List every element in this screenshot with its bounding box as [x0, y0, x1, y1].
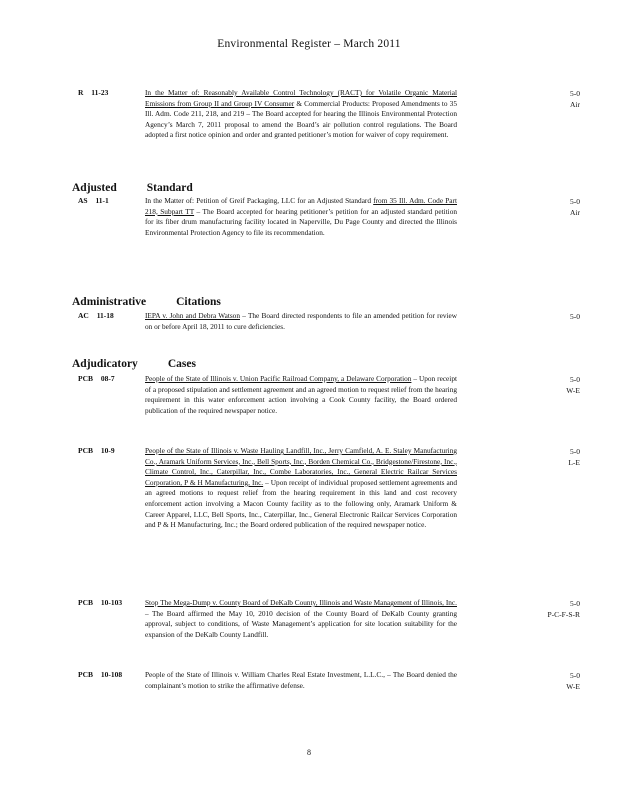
section-title-word: Adjudicatory	[72, 358, 138, 370]
case-title: People of the State of Illinois v. Union Pacific Railroad Company, a Delaware Corporation	[145, 374, 412, 383]
media-code: Air	[570, 208, 580, 217]
media-code: W-E	[566, 386, 580, 395]
vote-count: 5-0	[570, 671, 580, 680]
vote-block	[500, 88, 580, 110]
entry-text	[145, 311, 457, 332]
case-summary: – The Board affirmed the May 10, 2010 decision of the County Board of DeKalb County granting approval, subject to conditions, of Waste Management’s application for site location suitability for the expansion of the DeKalb County Landfill.	[145, 608, 457, 639]
section-title-word: Cases	[167, 358, 196, 370]
case-title: People of the State of Illinois v. Waste Hauling Landfill, Inc., Jerry Camfield, A. E. Staley Manufacturing Co., Aramark Uniform Services, Inc., Bell Sports, Inc., Borden Chemical Co., Bridgestone/Firestone, Inc., Climate Control, Inc., Caterpillar, Inc., Combe Laboratories, Inc., General Electric Railcar Services Corporation, P & H Manufacturing, Inc.	[145, 446, 457, 487]
page-number: 8	[307, 748, 311, 757]
media-code: W-E	[566, 682, 580, 691]
media-code: L-E	[568, 458, 580, 467]
vote-count: 5-0	[570, 312, 580, 321]
media-code: Air	[570, 100, 580, 109]
section-title-word: Standard	[146, 182, 193, 194]
section-administrative-citations	[72, 296, 221, 308]
vote-block	[500, 311, 580, 322]
media-code: P-C-F-S-R	[547, 610, 580, 619]
case-number: PCB 10-103	[78, 598, 123, 607]
case-number: AC 11-18	[78, 311, 114, 320]
case-number: PCB 10-108	[78, 670, 123, 679]
case-number: PCB 08-7	[78, 374, 115, 383]
vote-block	[500, 670, 580, 692]
case-number: AS 11-1	[78, 196, 109, 205]
vote-block	[500, 446, 580, 468]
vote-block	[500, 598, 580, 620]
vote-count: 5-0	[570, 599, 580, 608]
entry-text	[145, 446, 457, 531]
case-summary: – Upon receipt of individual proposed settlement agreements and an agreed motions to request relief from the hearing requirement in this land and cost recovery enforcement action involving a Macon County facility as to the following only, Aramark Uniform & Career Apparel, LLC, Bell Sports, Inc., Caterpillar, Inc., General Electronic Railcar Services Corporation and P & H Manufacturing, Inc.; the Board ordered publication of the required newspaper notice.	[145, 477, 457, 530]
vote-count: 5-0	[570, 197, 580, 206]
entry-text	[145, 598, 457, 640]
vote-count: 5-0	[570, 375, 580, 384]
case-summary: – The Board directed respondents to file an amended petition for review on or before April 18, 2011 to cure deficiencies.	[145, 311, 457, 331]
entry-text	[145, 670, 457, 691]
case-title: from 35 Ill. Adm. Code Part 218, Subpart TT	[145, 196, 457, 216]
case-summary: – Upon receipt of a proposed stipulation and settlement agreement and an agreed motion to request relief from the hearing requirement in this water enforcement action involving a Cook County facility, the Board ordered publication of the required newspaper notice.	[145, 374, 457, 415]
vote-block	[500, 196, 580, 218]
section-adjudicatory-cases	[72, 358, 196, 370]
case-number: R 11-23	[78, 88, 109, 97]
section-title-word: Citations	[176, 296, 221, 308]
vote-count: 5-0	[570, 89, 580, 98]
case-number: PCB 10-9	[78, 446, 115, 455]
page-header: Environmental Register – March 2011	[217, 38, 401, 50]
case-summary: – The Board accepted for hearing petitioner’s petition for an adjusted standard petition for its fiber drum manufacturing facility located in Naperville, Du Page County and directed the Illinois Environmental Protection Agency to file its recommendation.	[145, 206, 457, 237]
case-title: IEPA v. John and Debra Watson	[145, 311, 240, 320]
entry-text	[145, 374, 457, 416]
case-summary: People of the State of Illinois v. William Charles Real Estate Investment, L.L.C., – The Board denied the complainant’s motion to strike the affirmative defense.	[145, 670, 457, 690]
entry-text	[145, 196, 457, 238]
case-title: Stop The Mega-Dump v. County Board of DeKalb County, Illinois and Waste Management of Illinois, Inc.	[145, 598, 457, 607]
case-title-prefix: In the Matter of: Petition of Greif Packaging, LLC for an Adjusted Standard	[145, 196, 374, 205]
vote-block	[500, 374, 580, 396]
entry-text	[145, 88, 457, 141]
section-title-word: Administrative	[72, 296, 147, 308]
vote-count: 5-0	[570, 447, 580, 456]
case-title: In the Matter of: Reasonably Available Control Technology (RACT) for Volatile Organic Material Emissions from Group II and Group IV Consumer	[145, 88, 457, 108]
section-adjusted-standard	[72, 182, 193, 194]
case-summary: & Commercial Products: Proposed Amendments to 35 Ill. Adm. Code 211, 218, and 219 – The Board accepted for hearing the Illinois Environmental Protection Agency’s March 7, 2011 proposal to amend the Board’s air pollution control regulations. The Board adopted a first notice opinion and order and granted petitioner’s motion for waiver of copy requirement.	[145, 98, 457, 140]
section-title-word: Adjusted	[72, 182, 117, 194]
